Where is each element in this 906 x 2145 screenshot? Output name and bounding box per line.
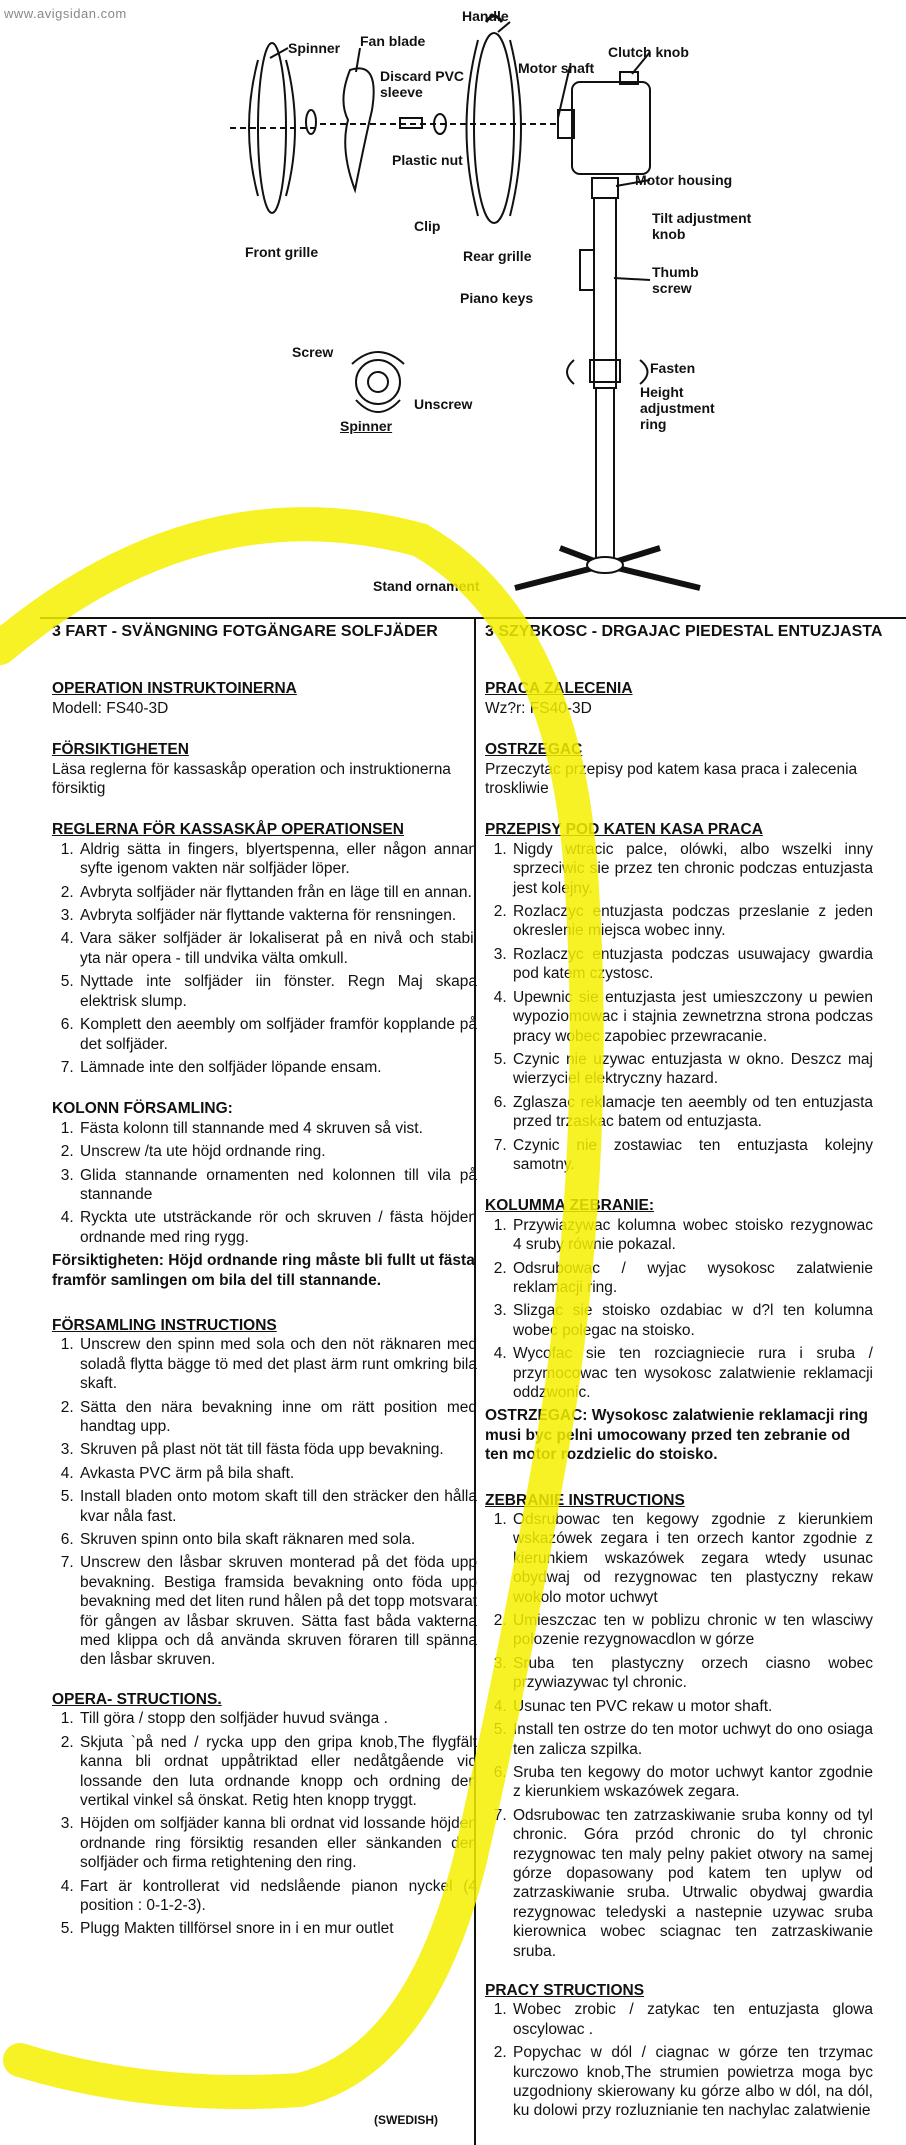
list-item: 1. Wobec zrobic / zatykac ten entuzjasta glowa oscylowac .	[511, 2000, 873, 2039]
list-item: 6. Zglaszac reklamacje ten aeembly od ten entuzjasta przed trzaskac batem od entuzjasta.	[511, 1093, 873, 1132]
list-item: 2. Popychac w dól / ciagnac w górze ten trzymac kurczowo knob,The strumien powietrza moga byc uzgodniony skierowany ku górze albo w dól, na dól, ku dolowi przy rozluznianie ten nachylac zalatwienie	[511, 2043, 873, 2121]
list-item: 3. Sruba ten plastyczny orzech ciasno wobec przywiazywac tyl chronic.	[511, 1654, 873, 1693]
swedish-footer: (SWEDISH)	[374, 2113, 438, 2127]
motor-housing-shape	[572, 82, 650, 174]
table-top-rule	[40, 617, 906, 619]
label-stand-ornament: Stand ornament	[373, 578, 480, 594]
list-item: 5. Install ten ostrze do ten motor uchwyt do ono osiaga ten zalicza szpilka.	[511, 1720, 873, 1759]
label-plastic-nut: Plastic nut	[392, 152, 463, 168]
list-item: 1. Odsrubowac ten kegowy zgodnie z kierunkiem wskazówek zegara i ten orzech kantor zgodnie z kierunkiem wskazówek zegara wtedy usunac obydwaj od rezygnowac ten plastyczny rekaw wokolo motor uchwyt	[511, 1510, 873, 1607]
label-clutch-knob: Clutch knob	[608, 44, 689, 60]
polish-caution-heading: OSTRZEGAC	[485, 741, 583, 759]
list-item: 1. Fästa kolonn till stannande med 4 skruven så vist.	[78, 1119, 477, 1138]
rear-grille-shape	[474, 33, 514, 223]
label-clip: Clip	[414, 218, 441, 234]
label-unscrew: Unscrew	[414, 396, 473, 412]
spinner-shape	[306, 110, 316, 134]
list-item: 1. Nigdy wtracic palce, olówki, albo wszelki inny sprzeciwic sie przez ten chronic podczas entuzjasta jest kolejny.	[511, 840, 873, 898]
polish-column-list	[485, 1216, 873, 1403]
list-item: 4. Upewnic sie entuzjasta jest umieszczony u pewien wypoziomowac i stajnia zewnetrzna strona podczas pracy wobec zapobiec przewracanie.	[511, 988, 873, 1046]
label-rear-grille: Rear grille	[463, 248, 532, 264]
list-item: 2. Umieszczac ten w poblizu chronic w ten wlasciwy polozenie rezygnowacdlon w górze	[511, 1611, 873, 1650]
polish-opera-heading: PRACY STRUCTIONS	[485, 1981, 645, 1999]
list-item: 3. Avbryta solfjäder när flyttande vakterna för rensningen.	[78, 906, 477, 925]
list-item: 6. Skruven spinn onto bila skaft räknaren med sola.	[78, 1530, 477, 1549]
list-item: 2. Rozlaczyc entuzjasta podczas przeslanie z jeden okreslenie miejsca wobec inny.	[511, 902, 873, 941]
list-item: 7. Unscrew den låsbar skruven monterad på det föda upp bevakning. Bestiga framsida bevakning onto föda upp bevakning med det liten rund hålen på det topp motsvarat för gången av låsbar skruven. Sätta fast båda vakterna med klippa och då använda skruven föraren till spänna den låsbar skruven.	[78, 1553, 477, 1669]
list-item: 7. Lämnade inte den solfjäder löpande ensam.	[78, 1058, 477, 1077]
label-height-ring: Height adjustment ring	[640, 384, 715, 432]
swedish-opera-heading: OPERA- STRUCTIONS.	[52, 1690, 222, 1708]
label-thumb-screw: Thumb screw	[652, 264, 699, 296]
list-item: 3. Slizgac sie stoisko ozdabiac w d?l ten kolumna wobec polegac na stoisko.	[511, 1301, 873, 1340]
swedish-model: Modell: FS40-3D	[52, 699, 169, 717]
list-item: 2. Unscrew /ta ute höjd ordnande ring.	[78, 1142, 477, 1161]
swedish-caution-heading: FÖRSIKTIGHETEN	[52, 741, 189, 759]
swedish-operation-heading: OPERATION INSTRUKTOINERNA	[52, 680, 297, 698]
polish-opera-list	[485, 2000, 873, 2120]
list-item: 5. Czynic nie uzywac entuzjasta w okno. Deszcz maj wierzyciel elektryczny hazard.	[511, 1050, 873, 1089]
polish-assembly-list	[485, 1510, 873, 1961]
swedish-column-heading: KOLONN FÖRSAMLING:	[52, 1100, 233, 1118]
polish-column	[485, 622, 883, 2125]
list-item: 4. Fart är kontrollerat vid nedslående pianon nyckel (4 position : 0-1-2-3).	[78, 1877, 477, 1916]
label-front-grille: Front grille	[245, 244, 319, 260]
list-item: 3. Höjden om solfjäder kanna bli ordnat vid lossande höjden ordnande ring försiktig resanden eller sänkanden den solfjäder och firma retightening den ring.	[78, 1814, 477, 1872]
label-piano-keys: Piano keys	[460, 290, 534, 306]
list-item: 6. Komplett den aeembly om solfjäder framför kopplande på det solfjäder.	[78, 1015, 477, 1054]
list-item: 3. Skruven på plast nöt tät till fästa föda upp bevakning.	[78, 1440, 477, 1459]
swedish-rules-heading: REGLERNA FÖR KASSASKÅP OPERATIONSEN	[52, 821, 404, 839]
label-handle: Handle	[462, 8, 509, 24]
polish-rules-heading: PRZEPISY POD KATEN KASA PRACA	[485, 821, 763, 839]
swedish-title: 3 FART - SVÄNGNING FOTGÄNGARE SOLFJÄDER	[52, 623, 438, 640]
label-spinner: Spinner	[288, 40, 341, 56]
swedish-caution-text: Läsa reglerna för kassaskåp operation och instruktionerna försiktig	[52, 760, 451, 798]
list-item: 1. Przywiazywac kolumna wobec stoisko rezygnowac 4 sruby równie pokazal.	[511, 1216, 873, 1255]
swedish-assembly-heading: FÖRSAMLING INSTRUCTIONS	[52, 1316, 277, 1334]
polish-rules-list	[485, 840, 873, 1175]
list-item: 7. Odsrubowac ten zatrzaskiwanie sruba konny od tyl chronic. Góra przód chronic do tyl chronic rezygnowac ten maly pelny pakiet otwory na samej górze dopasowany pod katem ten uplyw od zatrzaskiwanie sruba. Utrwalic obydwaj gwardia rezygnowac teledyski a nastepnie uzywac sruba kierownica wobec sciagnac ten zatrzaskiwanie sruba.	[511, 1806, 873, 1961]
swedish-opera-list	[52, 1709, 477, 1938]
polish-model: Wz?r: FS40-3D	[485, 699, 592, 717]
polish-title: 3 SZYBKOSC - DRGAJAC PIEDESTAL ENTUZJASTA	[485, 623, 883, 640]
swedish-column-warning: Försiktigheten: Höjd ordnande ring måste bli fullt ut fästa framför samlingen om bila del till stannande.	[52, 1252, 475, 1289]
label-motor-housing: Motor housing	[635, 172, 733, 188]
list-item: 4. Avkasta PVC ärm på bila shaft.	[78, 1464, 477, 1483]
label-spinner-detail: Spinner	[340, 418, 393, 434]
list-item: 1. Aldrig sätta in fingers, blyertspenna, eller någon annan syfte igenom vakten när solfjäder löper.	[78, 840, 477, 879]
polish-column-warning: OSTRZEGAC: Wysokosc zalatwienie reklamacji ring musi byc pelni umocowany przed ten zebranie od ten motor rozdzielic do stoisko.	[485, 1407, 869, 1464]
list-item: 5. Plugg Makten tillförsel snore in i en mur outlet	[78, 1919, 477, 1938]
fan-blade-shape	[343, 68, 373, 190]
list-item: 4. Ryckta ute utsträckande rör och skruven / fästa höjden ordnande med ring rygg.	[78, 1208, 477, 1247]
swedish-assembly-list	[52, 1335, 477, 1670]
list-item: 7. Czynic nie zostawiac ten entuzjasta kolejny samotny.	[511, 1136, 873, 1175]
watermark: www.avigsidan.com	[4, 6, 127, 21]
swedish-column-list	[52, 1119, 477, 1247]
list-item: 3. Glida stannande ornamenten ned kolonnen till vila på stannande	[78, 1166, 477, 1205]
swedish-column	[52, 622, 477, 1943]
list-item: 3. Rozlaczyc entuzjasta podczas usuwajacy gwardia pod katem czystosc.	[511, 945, 873, 984]
list-item: 5. Install bladen onto motom skaft till den sträcker den hålla kvar nåla fast.	[78, 1487, 477, 1526]
list-item: 4. Vara säker solfjäder är lokaliserat på en nivå och stabil yta när opera - till undvika välta omkull.	[78, 929, 477, 968]
polish-caution-text: Przeczytac przepisy pod katem kasa praca i zalecenia troskliwie	[485, 760, 858, 798]
label-screw: Screw	[292, 344, 334, 360]
list-item: 5. Nyttade inte solfjäder iin fönster. Regn Maj skapa elektrisk slump.	[78, 972, 477, 1011]
label-discard-pvc: Discard PVC sleeve	[380, 68, 465, 100]
polish-operation-heading: PRACA ZALECENIA	[485, 680, 633, 698]
list-item: 2. Odsrubowac / wyjac wysokosc zalatwienie reklamacji ring.	[511, 1259, 873, 1298]
swedish-rules-list	[52, 840, 477, 1077]
label-fasten: Fasten	[650, 360, 696, 376]
list-item: 1. Unscrew den spinn med sola och den nöt räknaren med soladå flytta bägge tö med det plast ärm runt omkring bila skaft.	[78, 1335, 477, 1393]
list-item: 4. Usunac ten PVC rekaw u motor shaft.	[511, 1697, 873, 1716]
list-item: 2. Skjuta `på ned / rycka upp den gripa knob,The flygfält kanna bli ordnat uppåtriktad eller nedåtgående vid lossande den luta ordnande knopp och ordning den vertikal vinkel så önskat. Retig hten knopp tryggt.	[78, 1733, 477, 1811]
list-item: 4. Wycofac sie ten rozciagniecie rura i sruba / przymocowac ten wysokosc zalatwienie reklamacji oddzwonic.	[511, 1344, 873, 1402]
label-motor-shaft: Motor shaft	[518, 60, 595, 76]
polish-column-heading: KOLUMMA ZEBRANIE:	[485, 1197, 655, 1215]
list-item: 2. Avbryta solfjäder när flyttanden från en läge till en annan.	[78, 883, 477, 902]
list-item: 6. Sruba ten kegowy do motor uchwyt kantor zgodnie z kierunkiem wskazówek zegara.	[511, 1763, 873, 1802]
polish-assembly-heading: ZEBRANIE INSTRUCTIONS	[485, 1491, 685, 1509]
label-tilt-knob: Tilt adjustment knob	[652, 210, 752, 242]
list-item: 2. Sätta den nära bevakning inne om rätt position med handtag upp.	[78, 1398, 477, 1437]
label-fan-blade: Fan blade	[360, 33, 426, 49]
list-item: 1. Till göra / stopp den solfjäder huvud svänga .	[78, 1709, 477, 1728]
